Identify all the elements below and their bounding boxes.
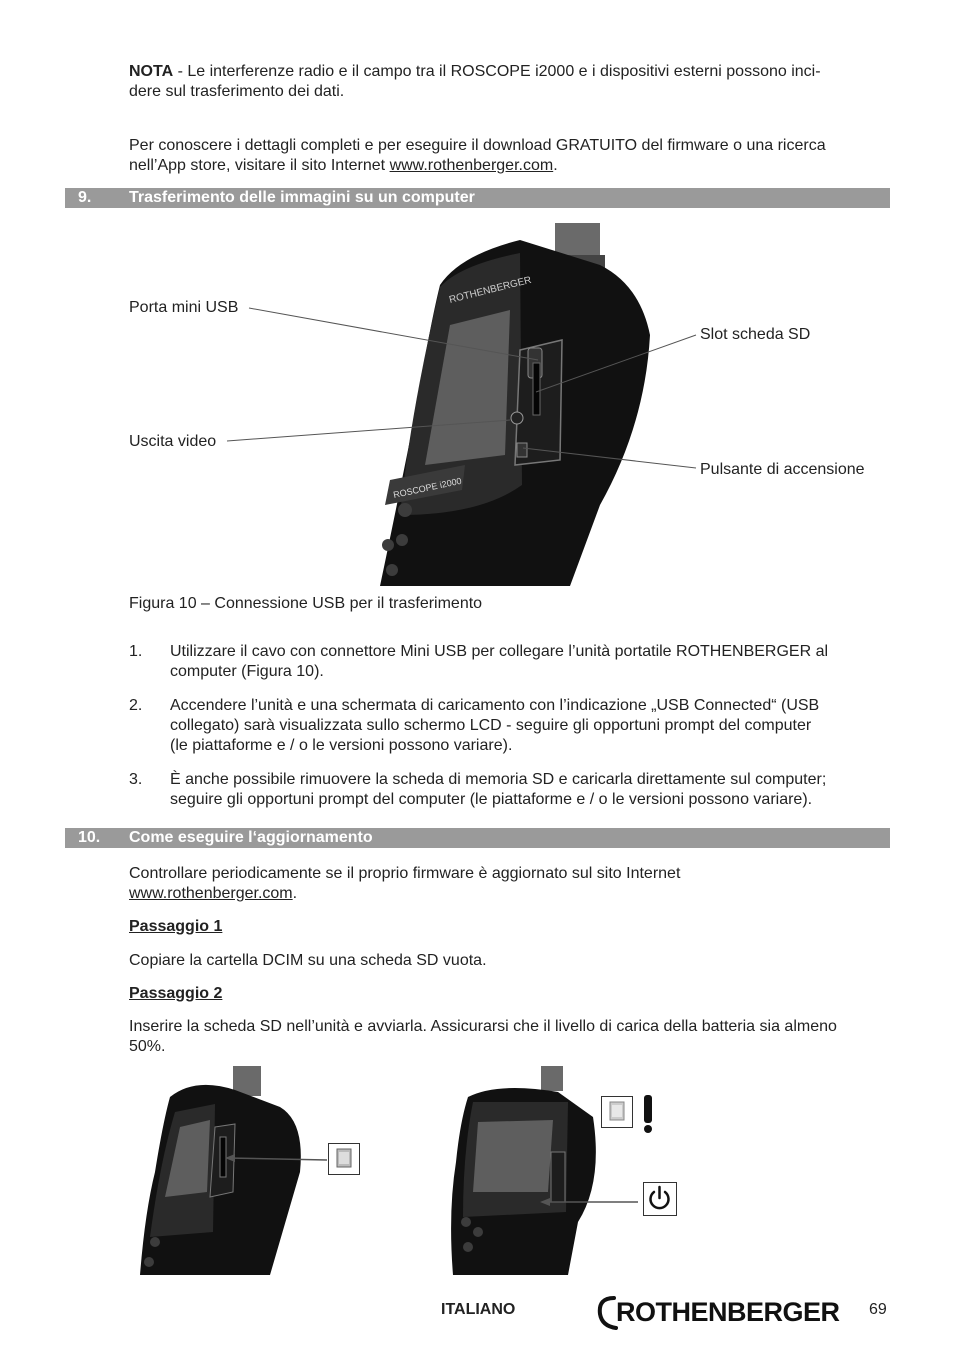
step-1-title: Passaggio 1 <box>129 918 223 935</box>
label-power-button: Pulsante di accensione <box>700 461 865 478</box>
label-mini-usb-port: Porta mini USB <box>129 299 239 316</box>
label-video-out: Uscita video <box>129 433 217 450</box>
page-number: 69 <box>869 1301 887 1318</box>
step-2-text <box>129 1017 891 1057</box>
info-line-1: Per conoscere i dettagli completi e per eseguire il download GRATUITO del firmware o una ricerca <box>129 137 826 154</box>
section-10-number: 10. <box>78 829 101 846</box>
list-item-line: Accendere l’unità e una schermata di caricamento con l’indicazione „USB Connected“ (USB <box>170 697 820 714</box>
section-9-number: 9. <box>78 189 92 206</box>
list-item-number: 2. <box>129 697 143 714</box>
note-text-1: - Le interferenze radio e il campo tra il ROSCOPE i2000 e i dispositivi esterni possono inci- <box>173 63 821 80</box>
power-icon <box>643 1182 677 1216</box>
list-item-text <box>170 770 890 810</box>
update-intro-line-1: Controllare periodicamente se il proprio firmware è aggiornato sul sito Internet <box>129 865 681 882</box>
list-item-line: Utilizzare il cavo con connettore Mini USB per collegare l’unità portatile ROTHENBERGER al <box>170 643 829 660</box>
figure-10-caption: Figura 10 – Connessione USB per il trasferimento <box>129 595 483 612</box>
footer-language: ITALIANO <box>441 1301 516 1318</box>
update-intro <box>129 864 891 904</box>
list-item-line: collegato) sarà visualizzata sullo schermo LCD - seguire gli opportuni prompt del computer <box>170 717 812 734</box>
list-item-line: (le piattaforme e / o le versioni possono variare). <box>170 737 513 754</box>
sd-card-icon <box>328 1143 360 1175</box>
step-2-line-2: 50%. <box>129 1038 166 1055</box>
section-9-title: Trasferimento delle immagini su un computer <box>129 189 475 206</box>
sd-card-icon <box>601 1096 633 1128</box>
list-item-text <box>170 696 890 756</box>
website-link[interactable]: www.rothenberger.com <box>129 885 293 902</box>
list-item <box>129 642 891 682</box>
list-item-line: È anche possibile rimuovere la scheda di memoria SD e caricarla direttamente sul computer; <box>170 771 827 788</box>
step-1-text: Copiare la cartella DCIM su una scheda SD vuota. <box>129 952 487 969</box>
list-item-line: computer (Figura 10). <box>170 663 324 680</box>
svg-text:ROTHENBERGER: ROTHENBERGER <box>448 274 533 306</box>
list-item-number: 1. <box>129 643 143 660</box>
note-text-2: dere sul trasferimento dei dati. <box>129 83 345 100</box>
list-item <box>129 696 891 756</box>
step-2-title: Passaggio 2 <box>129 985 223 1002</box>
device-model-label: ROSCOPE i2000 <box>392 475 463 500</box>
step-2-line-1: Inserire la scheda SD nell’unità e avviarla. Assicurarsi che il livello di carica della batteria sia almeno <box>129 1018 837 1035</box>
list-item-line: seguire gli opportuni prompt del computer (le piattaforme e / o le versioni possono variare). <box>170 791 813 808</box>
arrow-line <box>225 1150 335 1170</box>
list-item <box>129 770 891 810</box>
section-10-header <box>65 828 890 848</box>
section-10-title: Come eseguire l‘aggiornamento <box>129 829 373 846</box>
info-line-2-suffix: . <box>553 157 558 174</box>
update-intro-suffix: . <box>292 885 298 902</box>
list-item-number: 3. <box>129 771 143 788</box>
list-item-text <box>170 642 890 682</box>
brand-swoosh-icon <box>594 1292 618 1332</box>
note-label: NOTA <box>129 63 174 80</box>
device-power-on-image <box>448 1062 608 1277</box>
label-sd-slot: Slot scheda SD <box>700 326 811 343</box>
warning-exclamation-icon <box>640 1094 656 1134</box>
website-link[interactable]: www.rothenberger.com <box>389 157 554 174</box>
arrow-line <box>540 1195 640 1209</box>
footer-brand-name: ROTHENBERGER <box>616 1297 840 1327</box>
info-line-2-prefix: nell’App store, visitare il sito Internet <box>129 157 390 174</box>
